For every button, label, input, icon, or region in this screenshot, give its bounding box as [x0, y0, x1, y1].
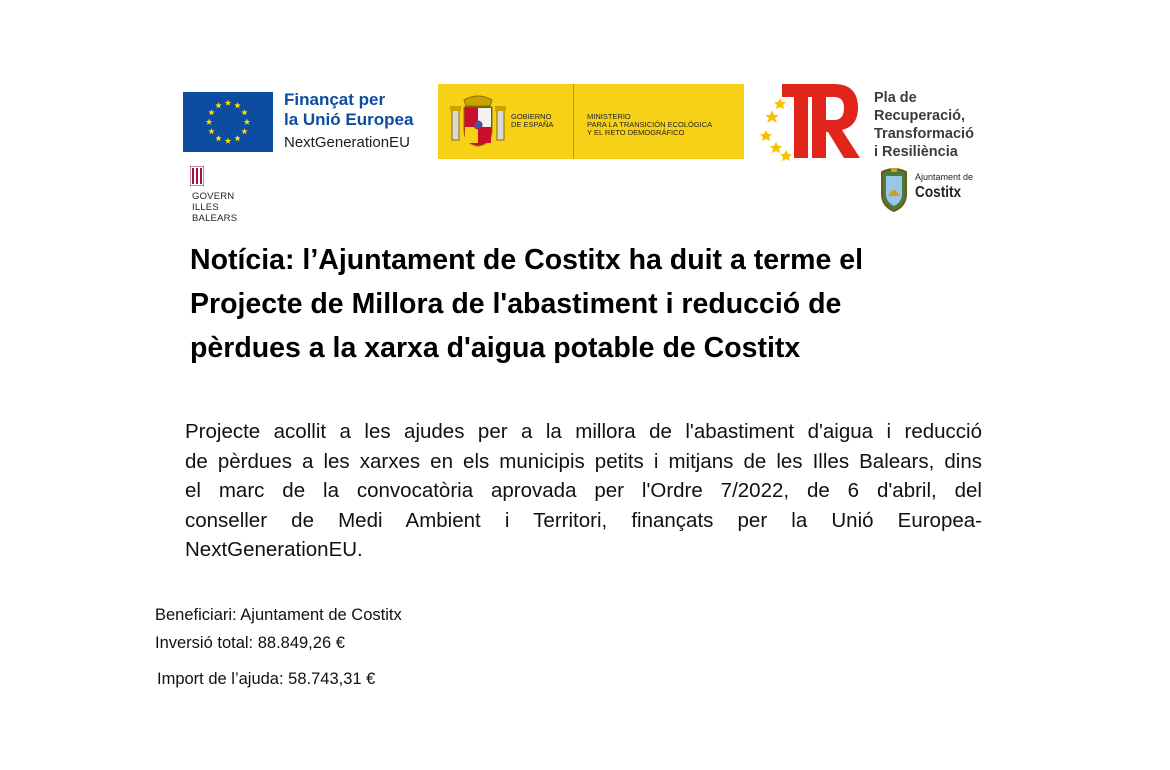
plan-line4: i Resiliència	[874, 144, 958, 160]
ministry-line1: MINISTERIO	[587, 112, 631, 121]
project-description	[185, 417, 982, 565]
govern-line3: BALEARS	[192, 213, 238, 224]
ajuntament-town-name: Costitx	[915, 184, 962, 201]
recovery-plan-text	[874, 89, 1004, 161]
ajuntament-small-text: Ajuntament de	[915, 172, 974, 182]
eu-star-icon	[225, 138, 231, 144]
eu-star-icon	[225, 100, 231, 106]
eu-star-icon	[206, 119, 212, 125]
eu-text-line1: Finançat per	[284, 90, 386, 109]
eu-star-icon	[215, 135, 221, 141]
beneficiary-line: Beneficiari: Ajuntament de Costitx	[155, 606, 402, 624]
ministry-label	[587, 113, 742, 137]
news-title	[190, 238, 990, 370]
govern-balears-emblem-icon	[190, 166, 204, 186]
title-line1: Notícia: l’Ajuntament de Costitx ha duit a terme el	[190, 244, 864, 276]
eu-star-icon	[208, 109, 214, 115]
banner-divider	[573, 84, 574, 159]
eu-text-line3: NextGenerationEU	[284, 134, 410, 151]
govern-line1: GOVERN	[192, 191, 235, 202]
ajuntament-costitx-label	[915, 172, 973, 203]
body-line2: de pèrdues a les xarxes en els municipis petits i mitjans de les Illes Balears, dins	[185, 449, 982, 473]
body-line1: Projecte acollit a les ajudes per a la millora de l'abastiment d'aigua i reducció	[185, 420, 982, 443]
eu-flag-icon	[183, 92, 273, 152]
ministry-line2: PARA LA TRANSICIÓN ECOLÓGICA	[587, 120, 713, 129]
government-of-spain-label	[511, 113, 571, 129]
eu-star-icon	[234, 135, 240, 141]
body-line5: NextGenerationEU.	[185, 538, 363, 561]
body-line3: el marc de la convocatòria aprovada per l'Ordre 7/2022, de 6 d'abril, del	[185, 479, 982, 502]
title-line3: pèrdues a la xarxa d'aigua potable de Costitx	[190, 332, 801, 364]
grant-amount-line: Import de l’ajuda: 58.743,31 €	[157, 670, 376, 688]
eu-star-icon	[215, 102, 221, 108]
ministry-line3: Y EL RETO DEMOGRÁFICO	[587, 128, 685, 137]
eu-star-icon	[241, 128, 247, 134]
spain-coat-of-arms-icon	[450, 94, 506, 150]
total-investment-line: Inversió total: 88.849,26 €	[155, 634, 345, 652]
recovery-plan-tr-logo-icon	[760, 82, 865, 162]
eu-text-line2: la Unió Europea	[284, 110, 414, 129]
body-line4: conseller de Medi Ambient i Territori, finançats per la Unió Europea-	[185, 508, 982, 532]
eu-star-icon	[234, 102, 240, 108]
gov-line2: DE ESPAÑA	[511, 120, 554, 129]
eu-star-icon	[241, 109, 247, 115]
govern-line2: ILLES	[192, 202, 219, 213]
plan-line3: Transformació	[874, 126, 974, 142]
eu-star-icon	[208, 128, 214, 134]
govern-illes-balears-label	[192, 191, 237, 224]
plan-line1: Pla de	[874, 90, 917, 106]
eu-star-icon	[244, 119, 250, 125]
plan-line2: Recuperació,	[874, 108, 966, 124]
costitx-shield-icon	[878, 166, 910, 212]
title-line2: Projecte de Millora de l'abastiment i reducció de	[190, 288, 842, 320]
eu-funding-logo-text	[284, 90, 434, 154]
gov-line1: GOBIERNO	[511, 112, 552, 121]
